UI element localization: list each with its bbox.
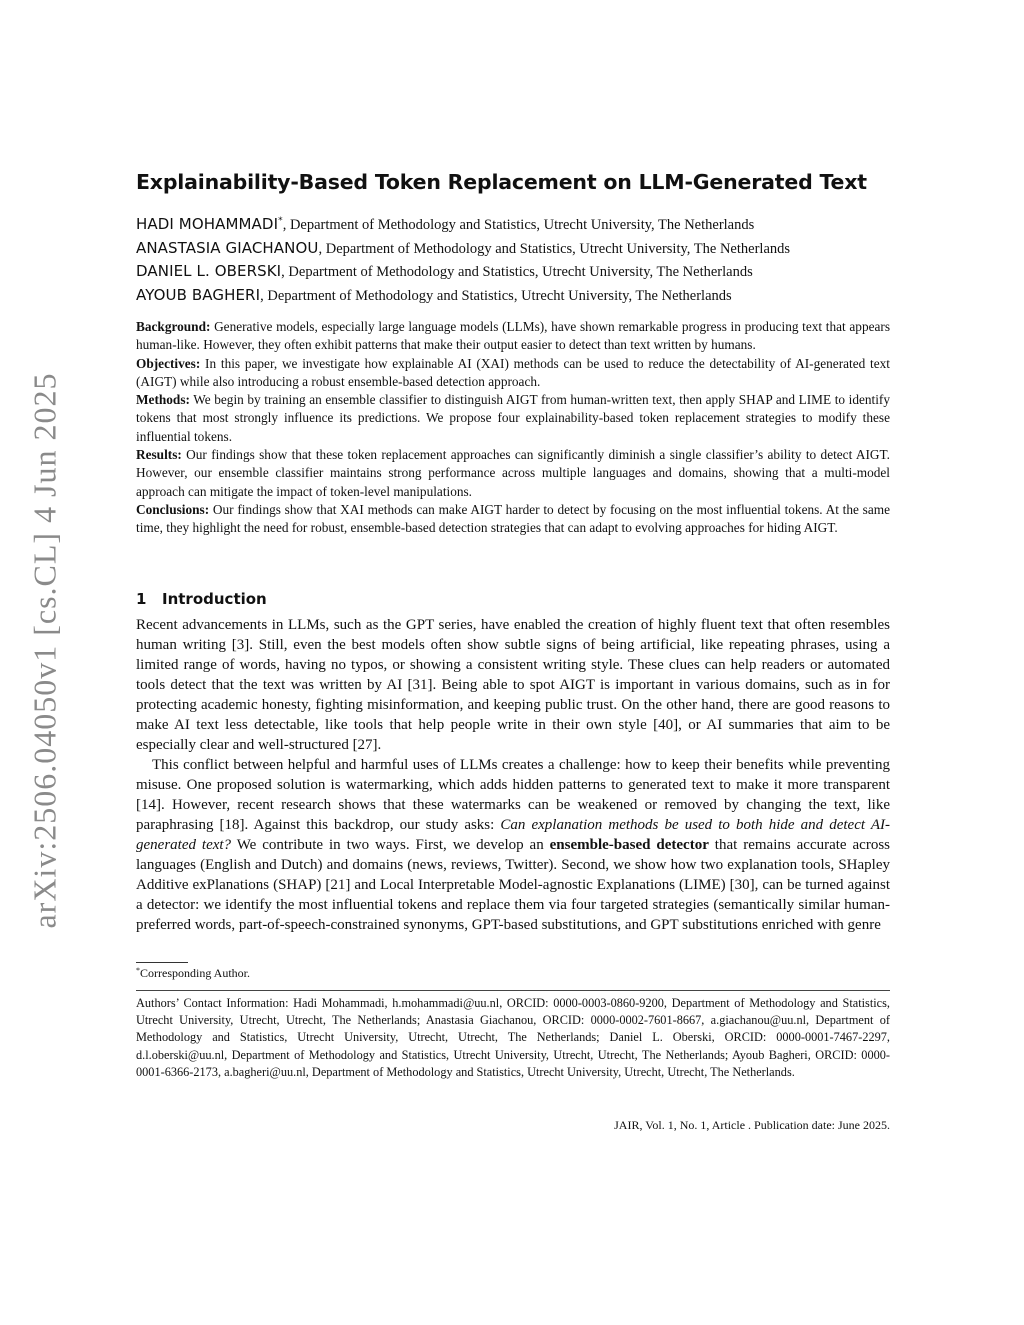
- abstract-conclusions: [136, 501, 890, 538]
- paper-title: Explainability-Based Token Replacement on LLM-Generated Text: [136, 170, 867, 194]
- footnote-divider: [136, 962, 188, 963]
- author-name: DANIEL L. OBERSKI: [136, 262, 282, 280]
- abstract-label: Results:: [136, 447, 182, 463]
- contact-divider: [136, 990, 890, 991]
- abstract-text: In this paper, we investigate how explainable AI (XAI) methods can be used to reduce the detectability of AI-generated text (AIGT) while also introducing a robust ensemble-based detection approach.: [136, 355, 890, 389]
- author-name: AYOUB BAGHERI: [136, 285, 261, 304]
- author-name: HADI MOHAMMADI*: [136, 215, 283, 233]
- abstract-results: [136, 446, 890, 501]
- footnote: [136, 966, 890, 981]
- abstract-objectives: [136, 355, 890, 392]
- author-affiliation: , Department of Methodology and Statistics, Utrecht University, The Netherlands: [282, 217, 755, 233]
- author-entry: [136, 262, 906, 286]
- author-entry: [136, 215, 906, 239]
- abstract-background: [136, 318, 890, 355]
- author-affiliation: , Department of Methodology and Statistics, Utrecht University, The Netherlands: [260, 287, 732, 304]
- section-heading-introduction: [136, 590, 267, 608]
- footnote-mark: *: [136, 966, 140, 975]
- abstract-text: Our findings show that these token replacement approaches can significantly diminish a single classifier’s ability to detect AIGT. However, our ensemble classifier maintains strong performance across multiple languages and domains, showing that a multi-model approach can mitigate the impact of token-level manipulations.: [136, 447, 890, 499]
- section-title: Introduction: [162, 590, 267, 608]
- author-entry: [136, 239, 906, 263]
- arxiv-stamp-text: arXiv:2506.04050v1 [cs.CL] 4 Jun 2025: [26, 371, 63, 929]
- abstract-label: Conclusions:: [136, 501, 210, 517]
- author-affiliation: , Department of Methodology and Statistics, Utrecht University, The Netherlands: [318, 240, 791, 257]
- intro-paragraph-1: Recent advancements in LLMs, such as the GPT series, have enabled the creation of highly fluent text that often resembles human writing [3]. Still, even the best models often show subtle signs of being artificial, like repeating phrases, using a limited range of words, having no typos, or showing a consistent writing style. These clues can help readers or automated tools detect that the text was written by AI [31]. Being able to spot AIGT is important in various domains, such as in for protecting academic honesty, fighting misinformation, and keeping public trust. On the other hand, there are good reasons to make AI text less detectable, like tools that help people write in their own style [40], or AI summaries that aim to be especially clear and well-structured [27].: [136, 617, 890, 753]
- abstract-text: We begin by training an ensemble classifier to distinguish AIGT from human-written text, then apply SHAP and LIME to identify tokens that most strongly influence its predictions. We propose four explainability-based token replacement strategies to modify these influential tokens.: [136, 392, 890, 444]
- abstract-text: Our findings show that XAI methods can make AIGT harder to detect by focusing on the most influential tokens. At the same time, they highlight the need for robust, ensemble-based detection strategies that can adapt to evolving approaches for hiding AIGT.: [136, 501, 890, 536]
- abstract-label: Methods:: [136, 392, 190, 408]
- abstract-methods: [136, 391, 890, 446]
- introduction-body: [136, 615, 890, 935]
- research-question: Can explanation methods be used to both hide and detect AI-generated text?: [136, 817, 890, 853]
- footnote-text: Corresponding Author.: [140, 966, 250, 980]
- author-list: [136, 215, 906, 309]
- journal-footer: JAIR, Vol. 1, No. 1, Article . Publication date: June 2025.: [614, 1118, 890, 1132]
- author-name: ANASTASIA GIACHANOU: [136, 238, 319, 257]
- abstract: [136, 318, 890, 538]
- intro-paragraph-2: This conflict between helpful and harmful uses of LLMs creates a challenge: how to keep their benefits while preventing misuse. One proposed solution is watermarking, which adds hidden patterns to generated text to make it more transparent [14]. However, recent research shows that these watermarks can be weakened or removed by changing the text, like paraphrasing [18]. Against this backdrop, our study asks: Can explanation methods be used to both hide and detect AI-generated text? We contribute in two ways. First, we develop an ensemble-based detector that remains accurate across languages (English and Dutch) and domains (news, reviews, Twitter). Second, we show how two explanation tools, SHapley Additive exPlanations (SHAP) [21] and Local Interpretable Model-agnostic Explanations (LIME) [30], can be turned against a detector: we identify the most influential tokens and replace them via four targeted strategies (semantically similar human-preferred words, part-of-speech-constrained synonyms, GPT-based substitutions, and GPT substitutions enriched with genre: [136, 757, 890, 933]
- author-entry: [136, 286, 906, 310]
- abstract-text: Generative models, especially large language models (LLMs), have shown remarkable progress in producing text that appears human-like. However, they often exhibit patterns that make their output easier to detect than text written by humans.: [136, 319, 890, 353]
- abstract-label: Objectives:: [136, 355, 201, 371]
- author-contact-info: Authors’ Contact Information: Hadi Mohammadi, h.mohammadi@uu.nl, ORCID: 0000-0003-0860-9200, Department of Methodology and Statistics, Utrecht University, Utrecht, Utrecht, The Netherlands; Anastasia Giachanou, ORCID: 0000-0002-7601-8667, a.giachanou@uu.nl, Department of Methodology and Statistics, Utrecht University, Utrecht, Utrecht, The Netherlands; Daniel L. Oberski, ORCID: 0000-0001-7467-2297, d.l.oberski@uu.nl, Department of Methodology and Statistics, Utrecht University, Utrecht, Utrecht, The Netherlands; Ayoub Bagheri, ORCID: 0000-0001-6366-2173, a.bagheri@uu.nl, Department of Methodology and Statistics, Utrecht University, Utrecht, Utrecht, The Netherlands.: [136, 996, 890, 1079]
- author-affiliation: , Department of Methodology and Statistics, Utrecht University, The Netherlands: [281, 264, 753, 280]
- corresponding-mark: *: [278, 216, 283, 226]
- abstract-label: Background:: [136, 319, 211, 334]
- section-number: 1: [136, 590, 147, 608]
- ensemble-detector-term: ensemble-based detector: [549, 837, 709, 853]
- arxiv-stamp: [20, 370, 70, 930]
